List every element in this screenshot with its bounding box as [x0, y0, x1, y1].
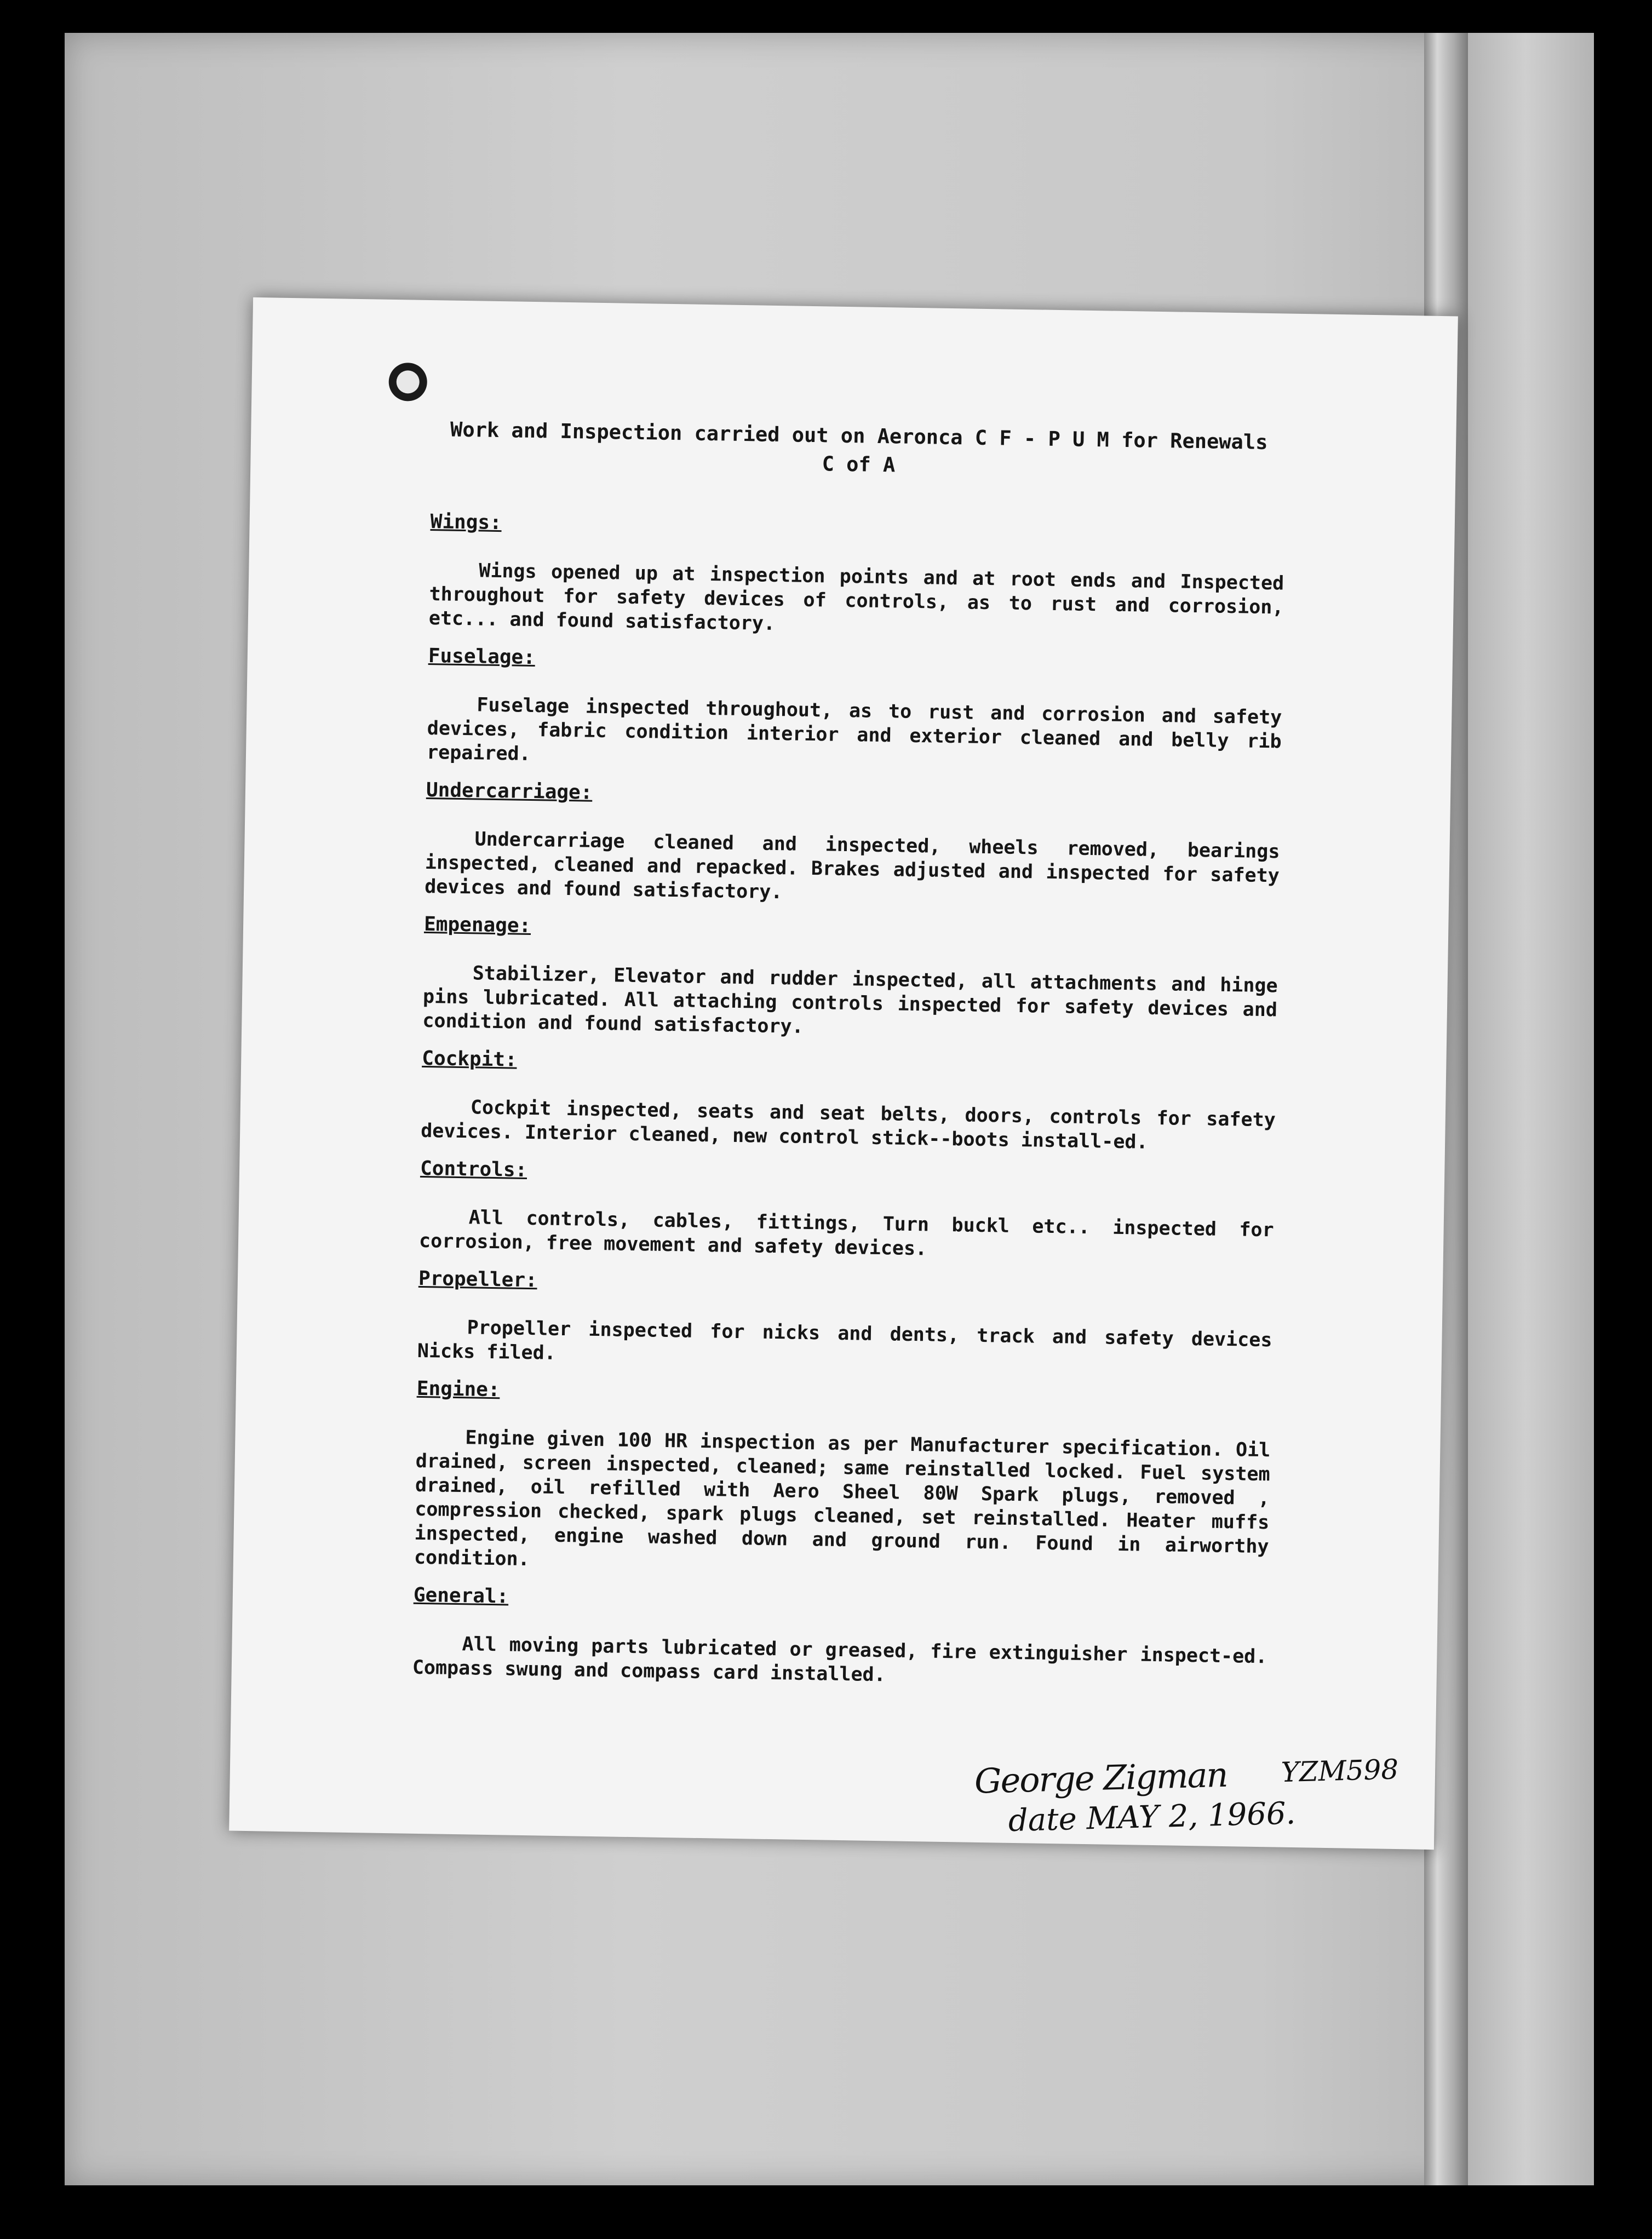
section-undercarriage [425, 779, 1281, 912]
signature-date: date MAY 2, 1966. [1008, 1795, 1297, 1839]
title-line-1: Work and Inspection carried out on Aeronca C F - P U M for Renewals [450, 417, 1268, 455]
section-general [412, 1584, 1269, 1693]
signature-name: George Zigman [974, 1754, 1228, 1801]
section-heading: Controls: [420, 1157, 527, 1181]
document-sheet [229, 297, 1458, 1850]
punch-hole-icon [388, 363, 427, 401]
section-heading: Empenage: [423, 912, 531, 937]
section-heading: Engine: [416, 1377, 500, 1402]
section-fuselage [427, 645, 1283, 778]
section-heading: General: [413, 1583, 509, 1608]
section-propeller [417, 1267, 1274, 1376]
section-text: All controls, cables, fittings, Turn buckl etc.. inspected for corrosion, free movement and safety devices. [418, 1207, 1274, 1260]
section-text: Cockpit inspected, seats and seat belts, doors, controls for safety devices. Interior cleaned, new control stick--boots install-ed. [420, 1096, 1276, 1153]
section-heading: Wings: [430, 510, 502, 535]
section-text: Stabilizer, Elevator and rudder inspected, all attachments and hinge pins lubricated. All attaching controls inspected for safety devices and condition and found satisfactory. [422, 962, 1278, 1038]
signature-block [974, 1749, 1425, 1848]
section-text: Fuselage inspected throughout, as to rust and corrosion and safety devices, fabric condition interior and exterior cleaned and belly rib repaired. [426, 694, 1282, 765]
section-wings [429, 510, 1285, 644]
section-text: All moving parts lubricated or greased, fire extinguisher inspect-ed. Compass swung and compass card installed. [412, 1633, 1267, 1686]
section-text: Undercarriage cleaned and inspected, wheels removed, bearings inspected, cleaned and repacked. Brakes adjusted and inspected for safety devices and found satisfactory. [424, 828, 1280, 904]
section-heading: Fuselage: [428, 645, 536, 669]
title-line-2: C of A [822, 452, 896, 477]
section-empenage [422, 913, 1278, 1046]
section-controls [419, 1157, 1275, 1266]
signature-id: YZM598 [1281, 1753, 1399, 1789]
section-heading: Undercarriage: [426, 778, 593, 804]
document-title [431, 415, 1286, 485]
section-text: Propeller inspected for nicks and dents, track and safety devices Nicks filed. [417, 1317, 1272, 1364]
section-heading: Cockpit: [422, 1047, 518, 1071]
section-text: Wings opened up at inspection points and at root ends and Inspected throughout for safety devices of controls, as to rust and corrosion, etc... and found satisfactory. [428, 560, 1284, 635]
section-engine [414, 1377, 1271, 1583]
section-text: Engine given 100 HR inspection as per Manufacturer specification. Oil drained, screen inspected, cleaned; same reinstalled locked. Fuel system drained, oil refilled with Aero Sheel 80W Spark plugs, removed , compression checked, spark plugs cleaned, set reinstalled. Heater muffs inspected, engine washed down and ground run. Found in airworthy condition. [414, 1427, 1271, 1571]
board-side-strip [1457, 33, 1594, 2185]
document-body [412, 415, 1286, 1707]
section-heading: Propeller: [418, 1267, 538, 1292]
section-cockpit [421, 1047, 1277, 1156]
